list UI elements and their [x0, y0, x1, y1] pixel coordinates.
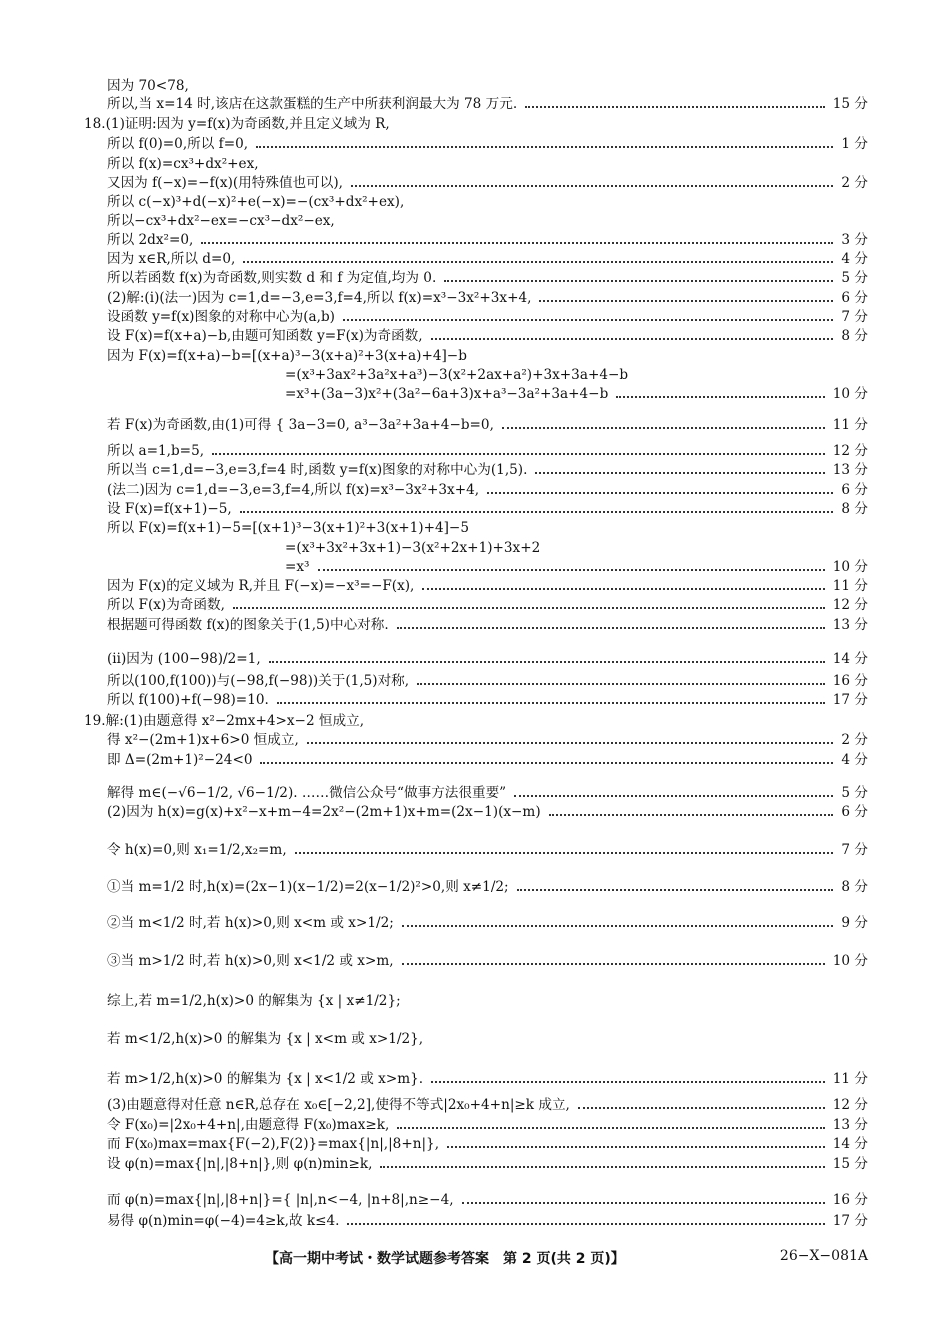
solution-line	[107, 248, 868, 268]
solution-line-text: 所以 f(100)+f(−98)=10.	[107, 692, 269, 708]
solution-line	[285, 383, 868, 403]
solution-line	[107, 1153, 868, 1173]
solution-line-text: 所以 c(−x)³+d(−x)²+e(−x)=−(cx³+dx²+ex),	[107, 194, 405, 210]
leader-dots	[240, 511, 834, 513]
leader-dots	[525, 106, 825, 108]
score-label: 7 分	[841, 842, 868, 858]
leader-dots	[212, 453, 825, 455]
solution-line	[107, 594, 868, 614]
solution-line	[107, 614, 868, 634]
solution-line	[84, 113, 390, 133]
leader-dots	[380, 1166, 824, 1168]
solution-line-text: 令 h(x)=0,则 x₁=1/2,x₂=m,	[107, 842, 287, 858]
leader-dots	[260, 762, 833, 764]
leader-dots	[578, 1107, 825, 1109]
solution-line	[107, 345, 467, 365]
solution-line	[107, 267, 868, 287]
leader-dots	[256, 146, 833, 148]
solution-line	[107, 306, 868, 326]
leader-dots	[431, 1081, 825, 1083]
leader-dots	[307, 742, 834, 744]
leader-dots	[422, 588, 824, 590]
score-label: 14 分	[832, 1136, 868, 1152]
solution-line-text: =(x³+3x²+3x+1)−3(x²+2x+1)+3x+2	[285, 540, 541, 556]
solution-line	[107, 670, 868, 690]
score-label: 5 分	[841, 785, 868, 801]
solution-line	[285, 364, 628, 384]
solution-line-text: 所以 f(x)=cx³+dx²+ex,	[107, 156, 259, 172]
solution-line-text: 19.解:(1)由题意得 x²−2mx+4>x−2 恒成立,	[84, 713, 365, 729]
score-label: 13 分	[832, 462, 868, 478]
solution-line	[107, 498, 868, 518]
solution-line-text: 根据题可得函数 f(x)的图象关于(1,5)中心对称.	[107, 617, 389, 633]
solution-line-text: (2)解:(ⅰ)(法一)因为 c=1,d=−3,e=3,f=4,所以 f(x)=x³−3x²+3x+4,	[107, 290, 532, 306]
solution-line	[107, 325, 868, 345]
solution-line-text: 所以 2dx²=0,	[107, 232, 194, 248]
score-label: 11 分	[832, 578, 868, 594]
solution-line-text: 所以,当 x=14 时,该店在这款蛋糕的生产中所获利润最大为 78 万元.	[107, 96, 518, 112]
score-label: 3 分	[841, 232, 868, 248]
leader-dots	[402, 963, 825, 965]
solution-line	[107, 940, 868, 970]
solution-line	[107, 689, 868, 709]
solution-line-text: 若 m>1/2,h(x)>0 的解集为 {x | x<1/2 或 x>m}.	[107, 1071, 424, 1087]
footer-title: 【高一期中考试・数学试题参考答案 第 2 页(共 2 页)】	[265, 1251, 625, 1267]
leader-dots	[444, 280, 833, 282]
score-label: 15 分	[832, 96, 868, 112]
solution-line-text: 易得 φ(n)min=φ(−4)=4≥k,故 k≤4.	[107, 1213, 340, 1229]
score-label: 17 分	[832, 692, 868, 708]
score-label: 16 分	[832, 1192, 868, 1208]
solution-line	[107, 902, 868, 932]
solution-line-text: 设函数 y=f(x)图象的对称中心为(a,b)	[107, 309, 335, 325]
solution-line	[107, 980, 401, 1010]
score-label: 13 分	[832, 1117, 868, 1133]
leader-dots	[397, 627, 825, 629]
solution-line-text: 令 F(x₀)=|2x₀+4+n|,由题意得 F(x₀)max≥k,	[107, 1117, 390, 1133]
score-label: 6 分	[841, 482, 868, 498]
score-label: 8 分	[841, 328, 868, 344]
solution-line	[107, 93, 868, 113]
solution-line	[107, 1133, 868, 1153]
leader-dots	[243, 261, 833, 263]
score-label: 12 分	[832, 443, 868, 459]
solution-line	[107, 404, 868, 434]
solution-line-text: 所以(100,f(100))与(−98,f(−98))关于(1,5)对称,	[107, 673, 410, 689]
solution-line-text: 18.(1)证明:因为 y=f(x)为奇函数,并且定义域为 R,	[84, 116, 390, 132]
leader-dots	[233, 607, 825, 609]
solution-line-text: 所以 f(0)=0,所以 f=0,	[107, 136, 249, 152]
solution-line	[107, 191, 404, 211]
solution-line-text: 而 φ(n)=max{|n|,|8+n|}={ |n|,n<−4, |n+8|,n≥−4,	[107, 1192, 454, 1208]
score-label: 1 分	[841, 136, 868, 152]
solution-line	[107, 866, 868, 896]
solution-line-text: 因为 70<78,	[107, 78, 189, 94]
solution-line-text: ②当 m<1/2 时,若 h(x)>0,则 x<m 或 x>1/2;	[107, 915, 394, 931]
score-label: 2 分	[841, 175, 868, 191]
solution-line	[107, 517, 469, 537]
score-label: 7 分	[841, 309, 868, 325]
score-label: 8 分	[841, 879, 868, 895]
solution-line-text: 所以若函数 f(x)为奇函数,则实数 d 和 f 为定值,均为 0.	[107, 270, 437, 286]
solution-line	[107, 1018, 423, 1048]
leader-dots	[318, 569, 825, 571]
solution-line	[107, 1210, 868, 1230]
solution-line-text: 因为 F(x)的定义域为 R,并且 F(−x)=−x³=−F(x),	[107, 578, 415, 594]
solution-line-text: 所以 F(x)=f(x+1)−5=[(x+1)³−3(x+1)²+3(x+1)+4]−5	[107, 520, 469, 536]
solution-line-text: 所以当 c=1,d=−3,e=3,f=4 时,函数 y=f(x)图象的对称中心为(1,5).	[107, 462, 528, 478]
score-label: 12 分	[832, 1097, 868, 1113]
score-label: 17 分	[832, 1213, 868, 1229]
solution-line	[107, 801, 868, 821]
solution-line	[107, 479, 868, 499]
solution-line	[107, 1058, 868, 1088]
solution-line	[107, 1094, 868, 1114]
leader-dots	[402, 925, 834, 927]
footer-code: 26−X−081A	[779, 1248, 868, 1264]
solution-line-text: (法二)因为 c=1,d=−3,e=3,f=4,所以 f(x)=x³−3x²+3x+4,	[107, 482, 480, 498]
solution-line-text: 设 F(x)=f(x+1)−5,	[107, 501, 232, 517]
score-label: 11 分	[832, 1071, 868, 1087]
leader-dots	[417, 683, 825, 685]
leader-dots	[616, 396, 825, 398]
solution-line	[84, 710, 364, 730]
score-label: 10 分	[832, 386, 868, 402]
score-label: 6 分	[841, 804, 868, 820]
solution-line-text: 设 φ(n)=max{|n|,|8+n|},则 φ(n)min≥k,	[107, 1156, 373, 1172]
solution-line	[107, 210, 335, 230]
solution-line-text: 解得 m∈(−√6−1/2, √6−1/2). ……微信公众号“做事方法很重要”	[107, 785, 507, 801]
solution-line	[285, 537, 540, 557]
solution-line-text: 因为 x∈R,所以 d=0,	[107, 251, 236, 267]
leader-dots	[447, 1146, 825, 1148]
score-label: 9 分	[841, 915, 868, 931]
leader-dots	[514, 795, 833, 797]
solution-line-text: 若 m<1/2,h(x)>0 的解集为 {x | x<m 或 x>1/2},	[107, 1031, 424, 1047]
score-label: 2 分	[841, 732, 868, 748]
solution-line-text: (3)由题意得对任意 n∈R,总存在 x₀∈[−2,2],使得不等式|2x₀+4+n|≥k 成立,	[107, 1097, 570, 1113]
solution-line	[107, 749, 868, 769]
solution-line	[107, 772, 868, 802]
solution-line-text: 得 x²−(2m+1)x+6>0 恒成立,	[107, 732, 299, 748]
solution-line-text: (2)因为 h(x)=g(x)+x²−x+m−4=2x²−(2m+1)x+m=(2x−1)(x−m)	[107, 804, 541, 820]
solution-line-text: 即 Δ=(2m+1)²−24<0	[107, 752, 253, 768]
score-label: 13 分	[832, 617, 868, 633]
solution-line-text: 若 F(x)为奇函数,由(1)可得 { 3a−3=0, a³−3a²+3a+4−b=0,	[107, 417, 494, 433]
score-label: 5 分	[841, 270, 868, 286]
score-label: 11 分	[832, 417, 868, 433]
leader-dots	[517, 889, 834, 891]
solution-line	[107, 75, 189, 95]
solution-line	[107, 1179, 868, 1209]
leader-dots	[347, 1223, 824, 1225]
score-label: 4 分	[841, 752, 868, 768]
solution-line-text: =x³+(3a−3)x²+(3a²−6a+3)x+a³−3a²+3a+4−b	[285, 386, 609, 402]
leader-dots	[431, 338, 834, 340]
leader-dots	[539, 300, 833, 302]
solution-line-text: =(x³+3ax²+3a²x+a³)−3(x²+2ax+a²)+3x+3a+4−b	[285, 367, 629, 383]
solution-line-text: 设 F(x)=f(x+a)−b,由题可知函数 y=F(x)为奇函数,	[107, 328, 423, 344]
page-footer	[0, 1248, 950, 1270]
score-label: 4 分	[841, 251, 868, 267]
solution-line	[107, 575, 868, 595]
solution-line-text: 而 F(x₀)max=max{F(−2),F(2)}=max{|n|,|8+n|},	[107, 1136, 440, 1152]
solution-line-text: ③当 m>1/2 时,若 h(x)>0,则 x<1/2 或 x>m,	[107, 953, 394, 969]
leader-dots	[462, 1202, 825, 1204]
score-label: 15 分	[832, 1156, 868, 1172]
leader-dots	[201, 242, 833, 244]
score-label: 8 分	[841, 501, 868, 517]
solution-line-text: ①当 m=1/2 时,h(x)=(2x−1)(x−1/2)=2(x−1/2)²>0,则 x≠1/2;	[107, 879, 509, 895]
solution-line	[107, 133, 868, 153]
solution-line	[107, 172, 868, 192]
solution-line-text: (ⅱ)因为 (100−98)/2=1,	[107, 651, 261, 667]
score-label: 12 分	[832, 597, 868, 613]
solution-line	[107, 829, 868, 859]
solution-line	[107, 440, 868, 460]
leader-dots	[343, 319, 833, 321]
leader-dots	[351, 185, 833, 187]
solution-line	[107, 729, 868, 749]
leader-dots	[487, 492, 833, 494]
solution-line-text: 因为 F(x)=f(x+a)−b=[(x+a)³−3(x+a)²+3(x+a)+4]−b	[107, 348, 467, 364]
solution-line	[107, 459, 868, 479]
solution-line	[107, 287, 868, 307]
score-label: 10 分	[832, 559, 868, 575]
solution-line-text: 所以 F(x)为奇函数,	[107, 597, 225, 613]
solution-line	[107, 638, 868, 668]
solution-line-text: 又因为 f(−x)=−f(x)(用特殊值也可以),	[107, 175, 343, 191]
leader-dots	[549, 814, 834, 816]
score-label: 10 分	[832, 953, 868, 969]
leader-dots	[502, 427, 825, 429]
solution-line	[107, 1114, 868, 1134]
solution-line-text: =x³	[285, 559, 310, 575]
score-label: 6 分	[841, 290, 868, 306]
leader-dots	[535, 472, 824, 474]
score-label: 16 分	[832, 673, 868, 689]
score-label: 14 分	[832, 651, 868, 667]
solution-line	[285, 556, 868, 576]
solution-line-text: 所以 a=1,b=5,	[107, 443, 205, 459]
solution-line	[107, 229, 868, 249]
solution-line	[107, 153, 259, 173]
solution-line-text: 综上,若 m=1/2,h(x)>0 的解集为 {x | x≠1/2};	[107, 993, 401, 1009]
solution-line-text: 所以−cx³+dx²−ex=−cx³−dx²−ex,	[107, 213, 335, 229]
leader-dots	[397, 1127, 824, 1129]
leader-dots	[277, 702, 825, 704]
leader-dots	[295, 852, 834, 854]
leader-dots	[269, 661, 825, 663]
